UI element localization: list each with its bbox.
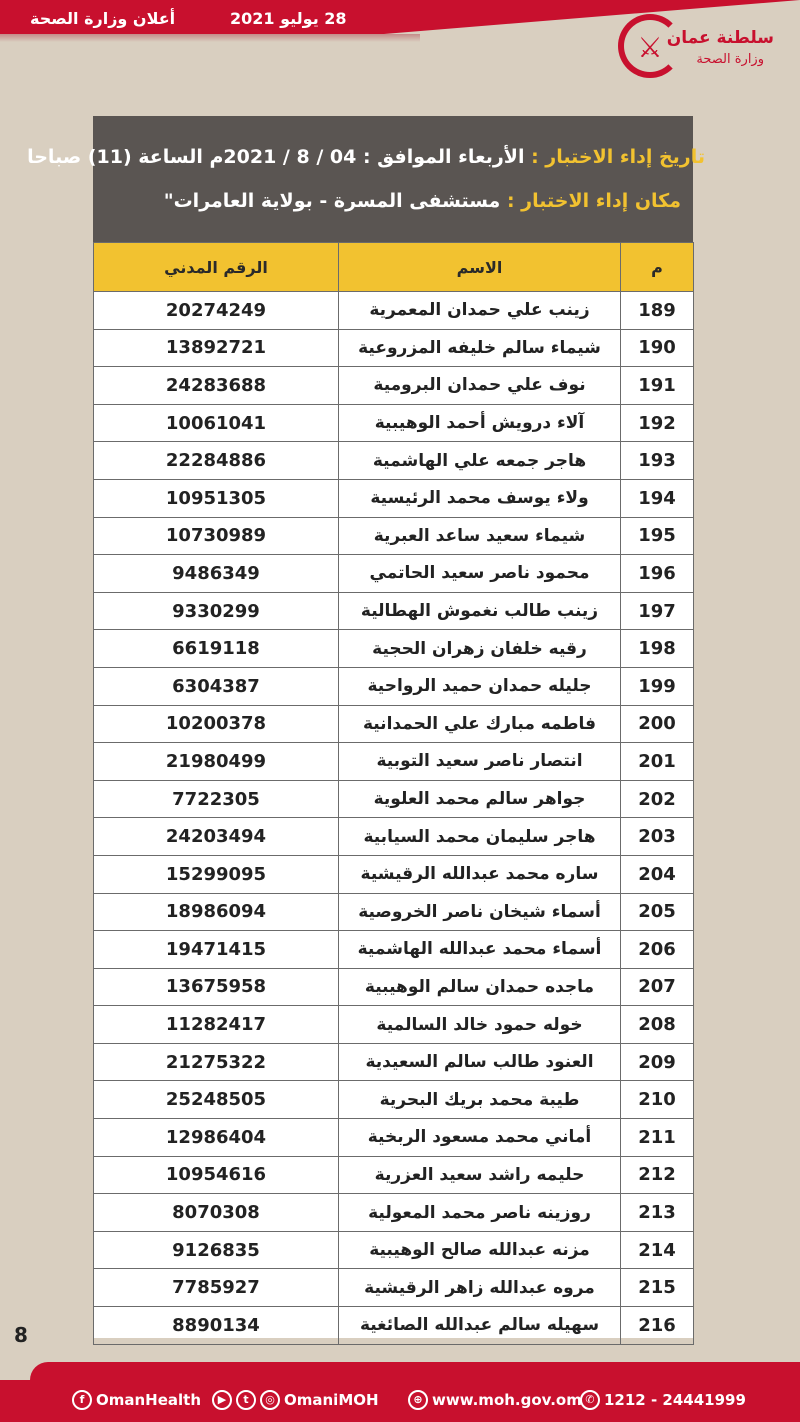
website-link[interactable] <box>408 1390 582 1410</box>
table-row <box>94 479 694 517</box>
header-band-shadow <box>0 34 420 42</box>
row-name: فاطمه مبارك علي الحمدانية <box>339 705 621 743</box>
row-name: ولاء يوسف محمد الرئيسية <box>339 479 621 517</box>
row-civil-id: 10730989 <box>94 517 339 555</box>
exam-date-label: تاريخ إداء الاختبار : <box>531 146 705 168</box>
row-civil-id: 22284886 <box>94 442 339 480</box>
row-civil-id: 13892721 <box>94 329 339 367</box>
row-number: 194 <box>621 479 694 517</box>
row-number: 207 <box>621 968 694 1006</box>
row-number: 191 <box>621 367 694 405</box>
phone-icon: ✆ <box>580 1390 600 1410</box>
row-civil-id: 9126835 <box>94 1231 339 1269</box>
table-row <box>94 555 694 593</box>
table-row <box>94 855 694 893</box>
row-name: محمود ناصر سعيد الحاتمي <box>339 555 621 593</box>
facebook-handle[interactable] <box>72 1390 201 1410</box>
row-name: زينب علي حمدان المعمرية <box>339 292 621 330</box>
facebook-text: OmanHealth <box>96 1391 202 1409</box>
row-civil-id: 21980499 <box>94 743 339 781</box>
row-name: هاجر جمعه علي الهاشمية <box>339 442 621 480</box>
row-number: 208 <box>621 1006 694 1044</box>
page-number: 8 <box>14 1323 28 1347</box>
row-name: جليله حمدان حميد الرواحية <box>339 667 621 705</box>
row-number: 202 <box>621 780 694 818</box>
row-civil-id: 24203494 <box>94 818 339 856</box>
table-row <box>94 1006 694 1044</box>
website-text: www.moh.gov.om <box>432 1391 582 1409</box>
row-civil-id: 7722305 <box>94 780 339 818</box>
announcement-date: 28 يوليو 2021 <box>230 9 347 28</box>
row-name: آلاء درويش أحمد الوهيبية <box>339 404 621 442</box>
row-number: 205 <box>621 893 694 931</box>
table-row <box>94 592 694 630</box>
column-header-number: م <box>621 243 694 292</box>
exam-place-line <box>164 190 681 212</box>
row-number: 201 <box>621 743 694 781</box>
row-name: خوله حمود خالد السالمية <box>339 1006 621 1044</box>
twitter-icon: t <box>236 1390 256 1410</box>
row-civil-id: 10061041 <box>94 404 339 442</box>
announcement-title: أعلان وزارة الصحة <box>30 9 176 28</box>
table-row <box>94 705 694 743</box>
table-row <box>94 1231 694 1269</box>
announcement-card <box>27 116 705 1338</box>
page-header <box>0 0 800 110</box>
row-civil-id: 6304387 <box>94 667 339 705</box>
table-row <box>94 818 694 856</box>
phone-number[interactable] <box>580 1390 746 1410</box>
row-civil-id: 9486349 <box>94 555 339 593</box>
row-name: سهيله سالم عبدالله الصائغية <box>339 1307 621 1345</box>
table-row <box>94 893 694 931</box>
row-civil-id: 8890134 <box>94 1307 339 1345</box>
table-row <box>94 1081 694 1119</box>
row-name: حليمه راشد سعيد العزرية <box>339 1156 621 1194</box>
logo-subtext: وزارة الصحة <box>696 52 764 67</box>
row-civil-id: 20274249 <box>94 292 339 330</box>
row-name: شيماء سعيد ساعد العبرية <box>339 517 621 555</box>
row-number: 211 <box>621 1119 694 1157</box>
ministry-logo <box>612 10 782 80</box>
instagram-icon: ◎ <box>260 1390 280 1410</box>
row-name: مروه عبدالله زاهر الرقيشية <box>339 1269 621 1307</box>
row-civil-id: 6619118 <box>94 630 339 668</box>
row-name: مزنه عبدالله صالح الوهيبية <box>339 1231 621 1269</box>
row-civil-id: 11282417 <box>94 1006 339 1044</box>
row-number: 203 <box>621 818 694 856</box>
social-handle[interactable] <box>212 1390 379 1410</box>
table-row <box>94 367 694 405</box>
row-civil-id: 10200378 <box>94 705 339 743</box>
row-civil-id: 10954616 <box>94 1156 339 1194</box>
row-civil-id: 15299095 <box>94 855 339 893</box>
table-row <box>94 292 694 330</box>
row-name: ماجده حمدان سالم الوهيبية <box>339 968 621 1006</box>
row-number: 213 <box>621 1194 694 1232</box>
table-row <box>94 1194 694 1232</box>
exam-date-line <box>27 146 705 168</box>
table-row <box>94 667 694 705</box>
page-footer <box>0 1380 800 1422</box>
row-number: 212 <box>621 1156 694 1194</box>
row-number: 199 <box>621 667 694 705</box>
row-name: شيماء سالم خليفه المزروعية <box>339 329 621 367</box>
row-number: 215 <box>621 1269 694 1307</box>
table-row <box>94 1269 694 1307</box>
row-number: 210 <box>621 1081 694 1119</box>
table-row <box>94 442 694 480</box>
table-row <box>94 743 694 781</box>
table-row <box>94 931 694 969</box>
row-name: نوف علي حمدان البرومية <box>339 367 621 405</box>
table-row <box>94 1307 694 1345</box>
youtube-icon: ▶ <box>212 1390 232 1410</box>
row-name: انتصار ناصر سعيد التوبية <box>339 743 621 781</box>
row-name: العنود طالب سالم السعيدية <box>339 1043 621 1081</box>
row-number: 195 <box>621 517 694 555</box>
exam-place-value: مستشفى المسرة - بولاية العامرات" <box>163 190 501 212</box>
row-civil-id: 24283688 <box>94 367 339 405</box>
row-civil-id: 7785927 <box>94 1269 339 1307</box>
row-civil-id: 10951305 <box>94 479 339 517</box>
exam-date-value: الأربعاء الموافق : 04 / 8 / 2021م الساعة (11) صباحا <box>27 146 525 168</box>
exam-info-box <box>27 116 705 242</box>
row-number: 193 <box>621 442 694 480</box>
row-civil-id: 8070308 <box>94 1194 339 1232</box>
row-number: 209 <box>621 1043 694 1081</box>
row-name: روزينه ناصر محمد المعولية <box>339 1194 621 1232</box>
oman-emblem-icon: ⚔ <box>637 31 663 64</box>
row-name: أماني محمد مسعود الربخية <box>339 1119 621 1157</box>
row-civil-id: 19471415 <box>94 931 339 969</box>
row-number: 206 <box>621 931 694 969</box>
row-number: 197 <box>621 592 694 630</box>
row-civil-id: 13675958 <box>94 968 339 1006</box>
table-row <box>94 968 694 1006</box>
table-row <box>94 517 694 555</box>
row-name: أسماء محمد عبدالله الهاشمية <box>339 931 621 969</box>
row-civil-id: 18986094 <box>94 893 339 931</box>
row-number: 200 <box>621 705 694 743</box>
table-row <box>94 780 694 818</box>
row-number: 196 <box>621 555 694 593</box>
column-header-civil-id: الرقم المدني <box>94 243 339 292</box>
row-number: 204 <box>621 855 694 893</box>
globe-icon: ⊕ <box>408 1390 428 1410</box>
table-row <box>94 1156 694 1194</box>
row-name: رقيه خلفان زهران الحجية <box>339 630 621 668</box>
table-row <box>94 329 694 367</box>
row-name: ساره محمد عبدالله الرقيشية <box>339 855 621 893</box>
row-name: هاجر سليمان محمد السيابية <box>339 818 621 856</box>
exam-place-label: مكان إداء الاختبار : <box>506 190 681 212</box>
row-civil-id: 21275322 <box>94 1043 339 1081</box>
row-civil-id: 12986404 <box>94 1119 339 1157</box>
row-number: 189 <box>621 292 694 330</box>
row-number: 216 <box>621 1307 694 1345</box>
row-name: طيبة محمد بريك البحرية <box>339 1081 621 1119</box>
table-row <box>94 1119 694 1157</box>
row-number: 198 <box>621 630 694 668</box>
row-civil-id: 9330299 <box>94 592 339 630</box>
table-header-row <box>94 243 694 292</box>
table-row <box>94 1043 694 1081</box>
phone-text: 1212 - 24441999 <box>604 1391 746 1409</box>
table-row <box>94 404 694 442</box>
row-civil-id: 25248505 <box>94 1081 339 1119</box>
candidates-table <box>93 242 694 1345</box>
row-name: زينب طالب نغموش الهطالية <box>339 592 621 630</box>
table-row <box>94 630 694 668</box>
row-number: 214 <box>621 1231 694 1269</box>
facebook-icon: f <box>72 1390 92 1410</box>
row-name: أسماء شيخان ناصر الخروصية <box>339 893 621 931</box>
row-number: 190 <box>621 329 694 367</box>
footer-accent-band <box>30 1362 800 1380</box>
row-number: 192 <box>621 404 694 442</box>
column-header-name: الاسم <box>339 243 621 292</box>
social-text: OmaniMOH <box>284 1391 379 1409</box>
row-name: جواهر سالم محمد العلوية <box>339 780 621 818</box>
logo-text: سلطنة عمان <box>666 28 774 48</box>
